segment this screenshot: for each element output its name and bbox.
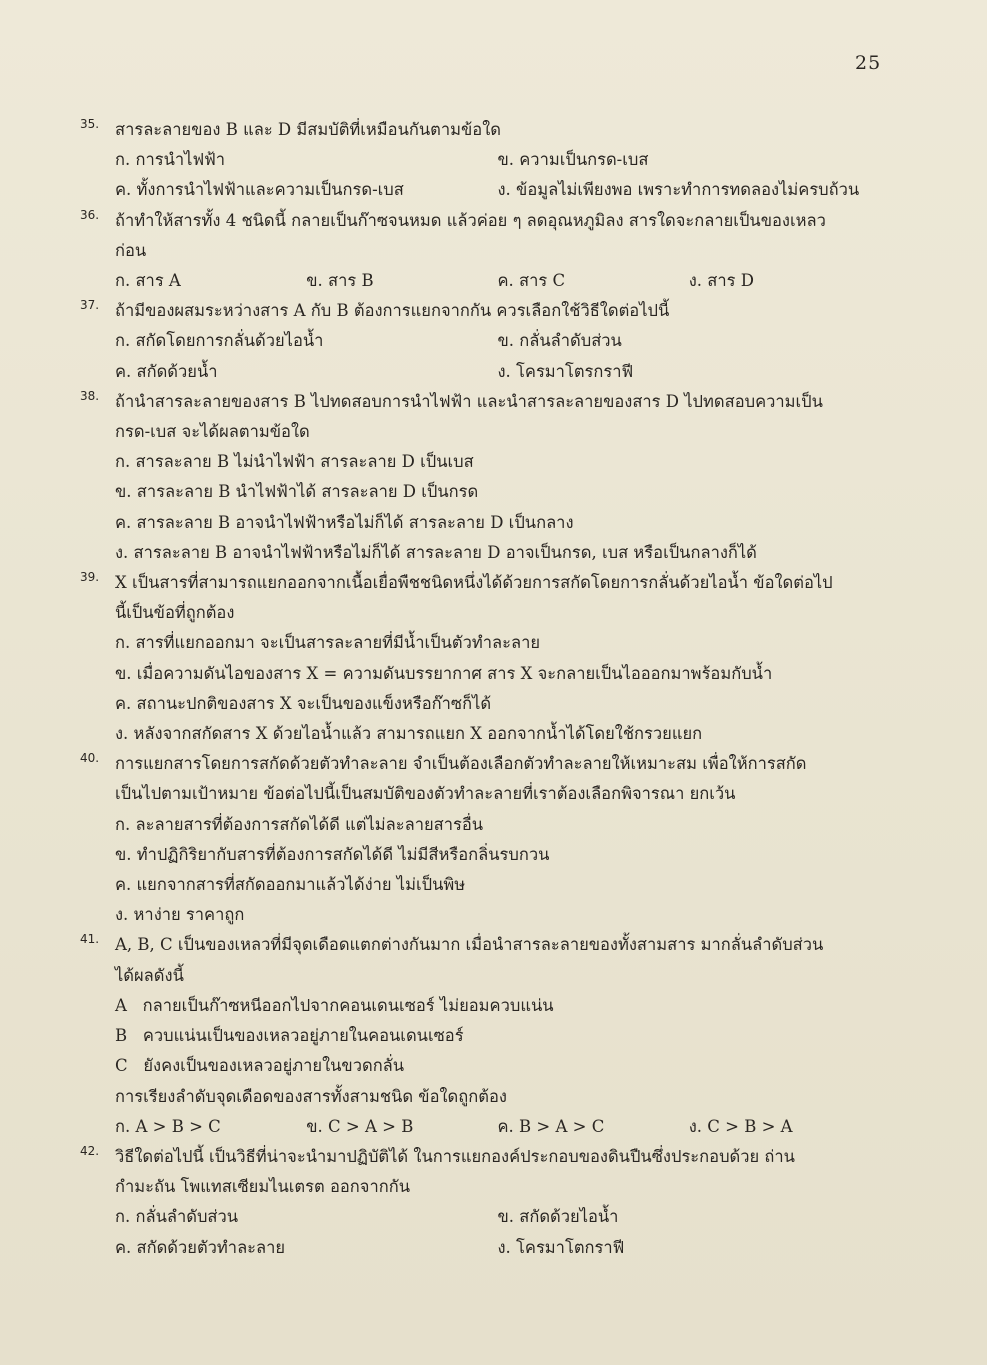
question-number: 42. xyxy=(80,1143,100,1158)
choice: ค. B > A > C xyxy=(497,1116,605,1136)
choice: ข. กลั่นลำดับส่วน xyxy=(497,331,622,351)
choice: ค. สาร C xyxy=(497,271,566,291)
choice: ง. สาร D xyxy=(688,271,754,291)
question-text-cont: ก่อน xyxy=(115,240,147,260)
question-text-cont: เป็นไปตามเป้าหมาย ข้อต่อไปนี้เป็นสมบัติของตัวทำละลายที่เราต้องเลือกพิจารณา ยกเว้น xyxy=(115,784,736,804)
choice: ก. สารที่แยกออกมา จะเป็นสารละลายที่มีน้ำเป็นตัวทำละลาย xyxy=(115,633,541,653)
question-text: ถ้าทำให้สารทั้ง 4 ชนิดนี้ กลายเป็นก๊าซจนหมด แล้วค่อย ๆ ลดอุณหภูมิลง สารใดจะกลายเป็นของเหลว xyxy=(115,210,826,230)
choice: ข. เมื่อความดันไอของสาร X = ความดันบรรยากาศ สาร X จะกลายเป็นไอออกมาพร้อมกับน้ำ xyxy=(115,663,773,683)
question-number: 41. xyxy=(80,932,100,947)
question-number: 38. xyxy=(80,388,100,403)
choice: ง. หาง่าย ราคาถูก xyxy=(115,905,245,925)
question-41 xyxy=(80,930,880,1141)
question-text-cont: กรด-เบส จะได้ผลตามข้อใด xyxy=(115,422,310,442)
question-text: X เป็นสารที่สามารถแยกออกจากเนื้อเยื่อพืชชนิดหนึ่งได้ด้วยการสกัดโดยการกลั่นด้วยไอน้ำ ข้อใดต่อไป xyxy=(115,573,833,593)
question-text: A, B, C เป็นของเหลวที่มีจุดเดือดแตกต่างกันมาก เมื่อนำสารละลายของทั้งสามสาร มากลั่นลำดับส่วน xyxy=(115,935,824,955)
question-37 xyxy=(80,296,880,387)
question-35 xyxy=(80,115,880,206)
choice: ค. สารละลาย B อาจนำไฟฟ้าหรือไม่ก็ได้ สารละลาย D เป็นกลาง xyxy=(115,512,574,532)
info-line: B ควบแน่นเป็นของเหลวอยู่ภายในคอนเดนเซอร์ xyxy=(115,1026,464,1046)
choice: ข. สกัดด้วยไอน้ำ xyxy=(497,1207,619,1227)
choice: ค. แยกจากสารที่สกัดออกมาแล้วได้ง่าย ไม่เป็นพิษ xyxy=(115,875,466,895)
choice: ค. สกัดด้วยตัวทำละลาย xyxy=(115,1237,286,1257)
question-text: การแยกสารโดยการสกัดด้วยตัวทำละลาย จำเป็นต้องเลือกตัวทำละลายให้เหมาะสม เพื่อให้การสกัด xyxy=(115,754,807,774)
info-line: C ยังคงเป็นของเหลวอยู่ภายในขวดกลั่น xyxy=(115,1056,405,1076)
choice: ค. สถานะปกติของสาร X จะเป็นของแข็งหรือก๊าซก็ได้ xyxy=(115,693,492,713)
question-number: 40. xyxy=(80,751,100,766)
question-text: ถ้านำสารละลายของสาร B ไปทดสอบการนำไฟฟ้า และนำสารละลายของสาร D ไปทดสอบความเป็น xyxy=(115,391,823,411)
question-number: 37. xyxy=(80,298,100,313)
choice: ง. C > B > A xyxy=(688,1116,793,1136)
question-36 xyxy=(80,206,880,297)
choice: ง. สารละลาย B อาจนำไฟฟ้าหรือไม่ก็ได้ สารละลาย D อาจเป็นกรด, เบส หรือเป็นกลางก็ได้ xyxy=(115,542,757,562)
choice: ก. สกัดโดยการกลั่นด้วยไอน้ำ xyxy=(115,331,324,351)
question-text-cont: ได้ผลดังนี้ xyxy=(115,965,184,985)
choice: ข. สารละลาย B นำไฟฟ้าได้ สารละลาย D เป็นกรด xyxy=(115,482,479,502)
question-text: ถ้ามีของผสมระหว่างสาร A กับ B ต้องการแยกจากกัน ควรเลือกใช้วิธีใดต่อไปนี้ xyxy=(115,301,670,321)
choice: ก. การนำไฟฟ้า xyxy=(115,150,226,170)
choice: ง. ข้อมูลไม่เพียงพอ เพราะทำการทดลองไม่ครบถ้วน xyxy=(497,180,860,200)
question-text: วิธีใดต่อไปนี้ เป็นวิธีที่น่าจะนำมาปฏิบัติได้ ในการแยกองค์ประกอบของดินปืนซึ่งประกอบด้วย ถ่าน xyxy=(115,1146,795,1166)
choice: ข. ความเป็นกรด-เบส xyxy=(497,150,649,170)
choice: ง. หลังจากสกัดสาร X ด้วยไอน้ำแล้ว สามารถแยก X ออกจากน้ำได้โดยใช้กรวยแยก xyxy=(115,724,703,744)
question-number: 39. xyxy=(80,570,100,585)
choice: ค. สกัดด้วยน้ำ xyxy=(115,361,218,381)
question-39 xyxy=(80,568,880,749)
choice: ก. สาร A xyxy=(115,271,181,291)
choice: ค. ทั้งการนำไฟฟ้าและความเป็นกรด-เบส xyxy=(115,180,404,200)
choice: ก. สารละลาย B ไม่นำไฟฟ้า สารละลาย D เป็นเบส xyxy=(115,452,474,472)
page-number: 25 xyxy=(855,52,882,74)
choice: ข. C > A > B xyxy=(306,1116,414,1136)
question-list xyxy=(80,115,880,1263)
question-number: 35. xyxy=(80,117,100,131)
question-38 xyxy=(80,387,880,568)
info-line: A กลายเป็นก๊าซหนีออกไปจากคอนเดนเซอร์ ไม่ยอมควบแน่น xyxy=(115,995,554,1015)
choice: ข. ทำปฏิกิริยากับสารที่ต้องการสกัดได้ดี ไม่มีสีหรือกลิ่นรบกวน xyxy=(115,844,550,864)
choice: ก. ละลายสารที่ต้องการสกัดได้ดี แต่ไม่ละลายสารอื่น xyxy=(115,814,484,834)
choice: ก. กลั่นลำดับส่วน xyxy=(115,1207,239,1227)
choice: ข. สาร B xyxy=(306,271,374,291)
question-number: 36. xyxy=(80,207,100,222)
sub-question: การเรียงลำดับจุดเดือดของสารทั้งสามชนิด ข้อใดถูกต้อง xyxy=(115,1086,507,1106)
choice: ง. โครมาโตกราฟี xyxy=(497,1237,625,1257)
choice: ง. โครมาโตรกราฟี xyxy=(497,361,634,381)
question-text: สารละลายของ B และ D มีสมบัติที่เหมือนกันตามข้อใด xyxy=(115,120,501,139)
question-42 xyxy=(80,1142,880,1263)
question-text-cont: นี้เป็นข้อที่ถูกต้อง xyxy=(115,603,235,623)
choice: ก. A > B > C xyxy=(115,1116,221,1136)
question-text-cont: กำมะถัน โพแทสเซียมไนเตรต ออกจากกัน xyxy=(115,1177,410,1197)
question-40 xyxy=(80,749,880,930)
